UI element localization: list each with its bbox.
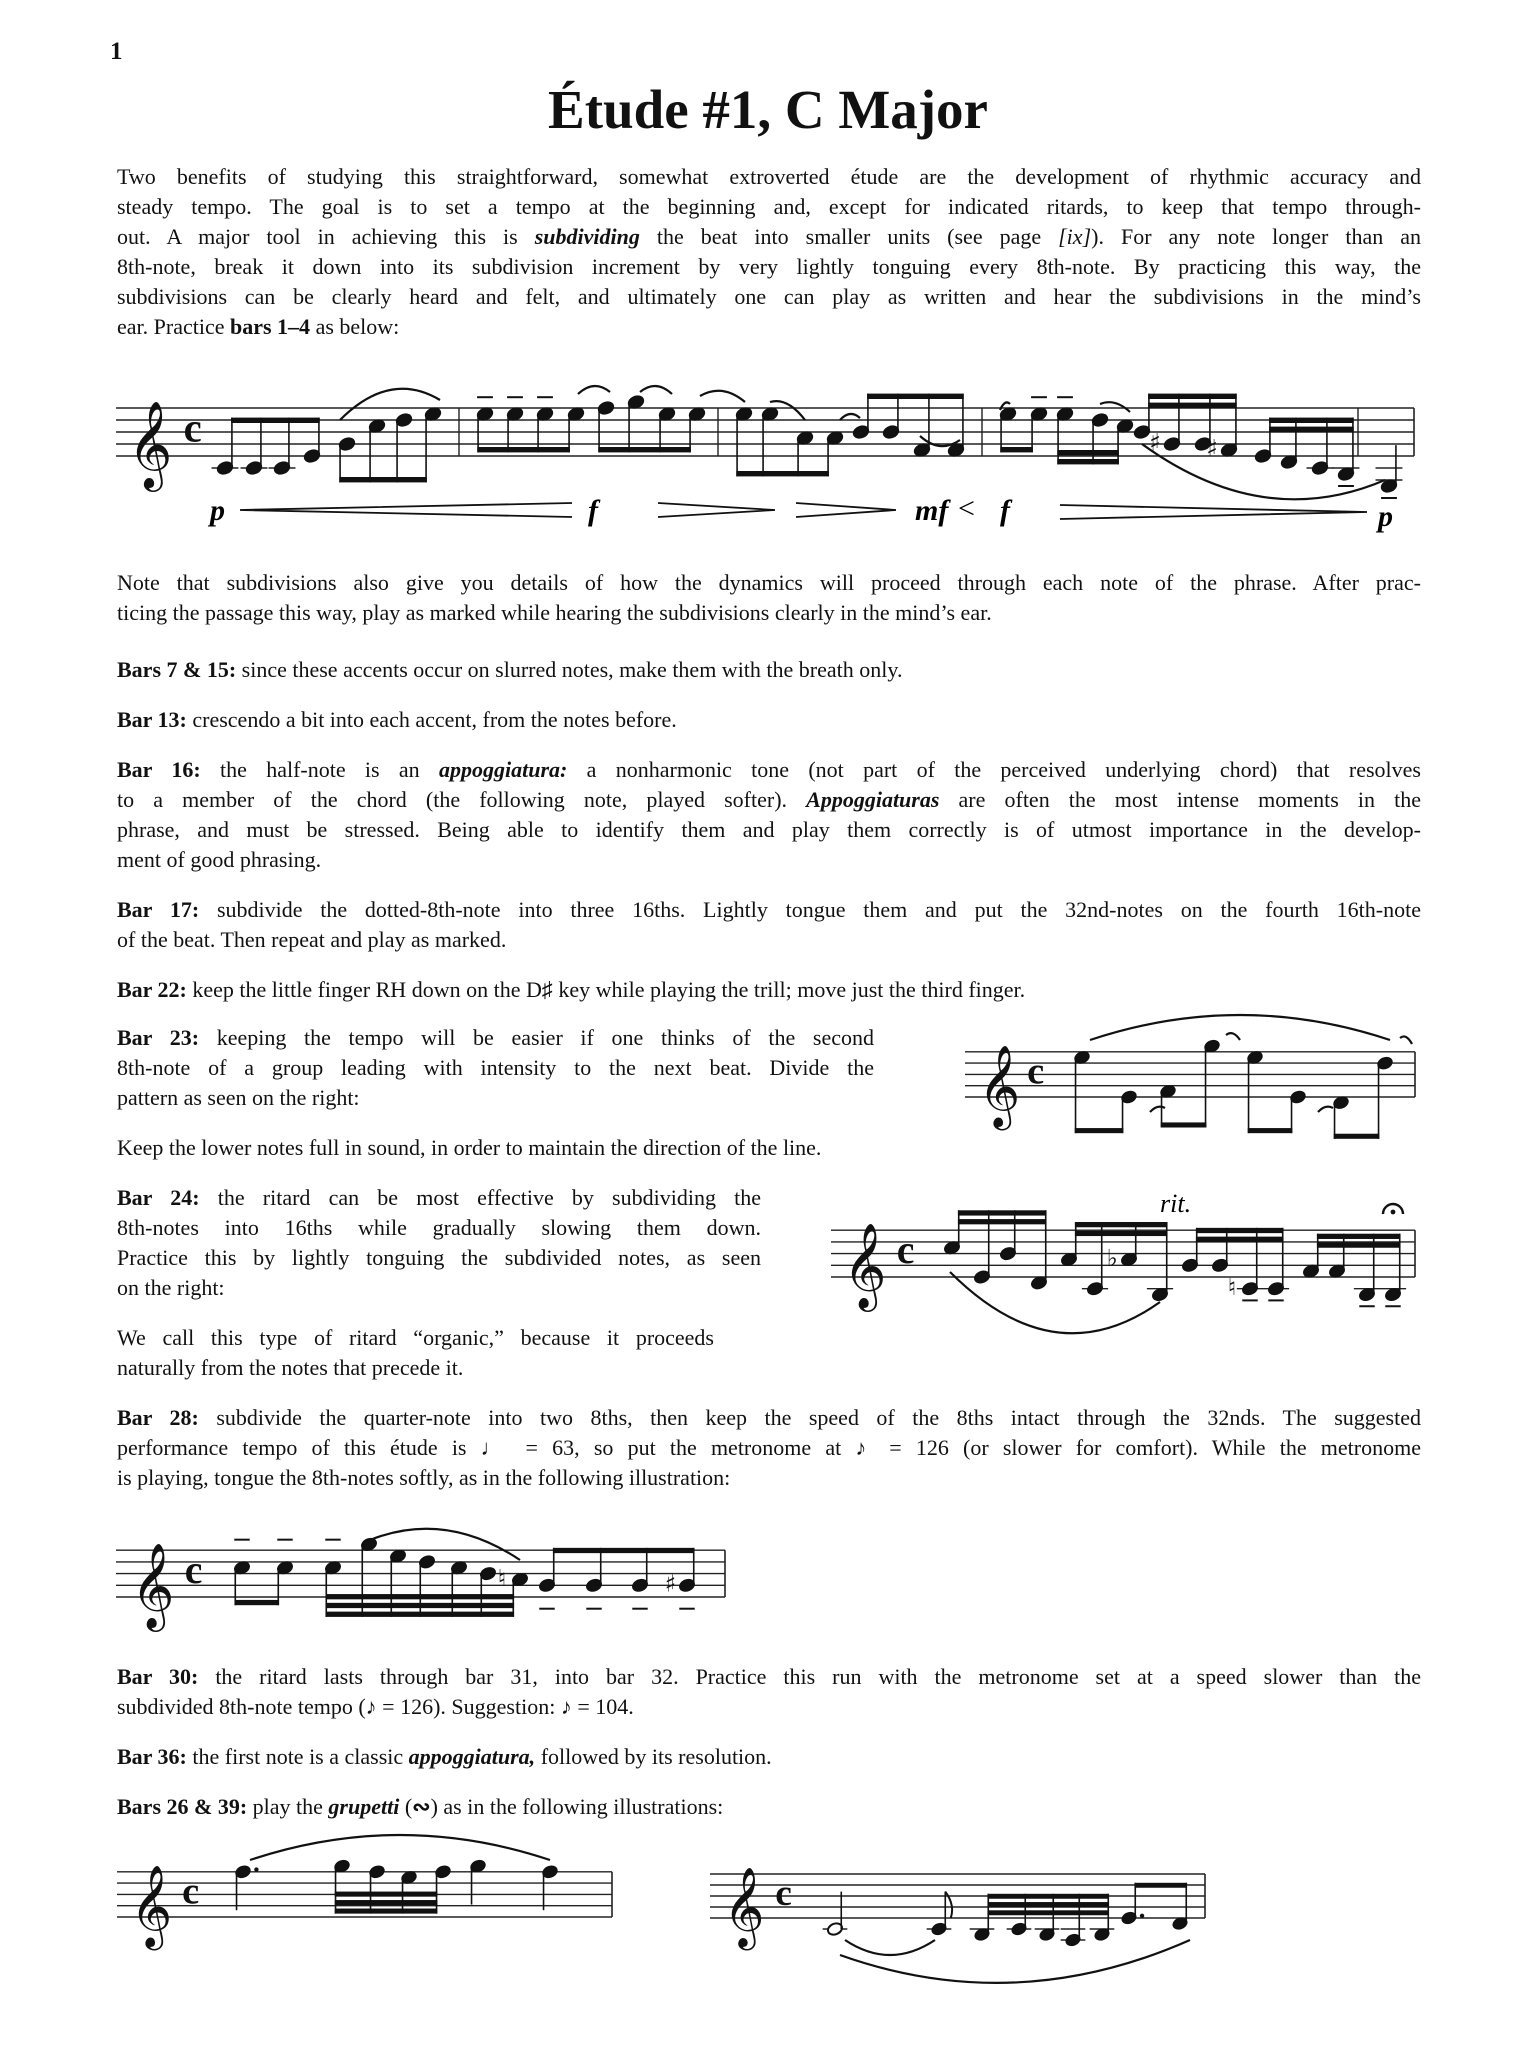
text-run: pattern as seen on the right: [117, 1085, 360, 1110]
sharp-icon: ♯ [1149, 428, 1161, 457]
page-number: 1 [110, 38, 123, 65]
dot [254, 1867, 258, 1871]
treble-clef-icon: 𝄞 [842, 1223, 887, 1309]
staff-grupetto-2 [710, 1868, 1205, 1983]
beam [231, 418, 320, 423]
slur [1150, 1107, 1165, 1112]
crescendo-sign: < [958, 492, 975, 525]
beam [1057, 450, 1119, 455]
emphasis-text: [ix] [1058, 224, 1092, 249]
text-run: since these accents occur on slurred notes, make them with the breath only. [236, 657, 903, 682]
text-run: to a member of the chord (the following note, played softer). [117, 787, 807, 812]
common-time-icon: c [775, 1872, 792, 1914]
fermata-dot [1391, 1210, 1396, 1215]
staff-bar-24 [831, 1204, 1415, 1333]
emphasis-text: appoggiatura: [438, 757, 568, 782]
page-title: Étude #1, C Major [548, 79, 988, 140]
crescendo-hairpin [240, 503, 572, 517]
text-run: ear. Practice [117, 314, 230, 339]
beam [958, 1219, 1047, 1224]
natural-icon: ♮ [1227, 1273, 1237, 1302]
ritardando-mark: rit. [1160, 1189, 1192, 1218]
beam [1161, 1122, 1207, 1127]
bold-label: Bar 28: [117, 1405, 199, 1430]
slur [1400, 1036, 1412, 1044]
text-run: ). For any note longer than an [1091, 224, 1422, 249]
dot [1140, 1914, 1144, 1918]
dynamic-mezzo-forte: mf [915, 494, 949, 527]
bold-label: Bar 17: [117, 897, 200, 922]
bold-label: Bar 24: [117, 1185, 200, 1210]
bold-label: Bar 22: [117, 977, 187, 1002]
text-run: as below: [310, 314, 400, 339]
beam [1317, 1234, 1401, 1239]
text-run: ( [399, 1794, 413, 1819]
text-run: naturally from the notes that precede it. [117, 1355, 464, 1380]
text-run: on the right: [117, 1275, 225, 1300]
common-time-icon: c [184, 1547, 203, 1592]
text-run: subdivisions can be clearly heard and felt, and ultimately one can play as written and hear the subdivisions in the mind’s [117, 284, 1421, 309]
staff-bar-23 [965, 1015, 1415, 1139]
text-run: Practice this by lightly tonguing the subdivided notes, as seen [117, 1245, 761, 1270]
text-run: steady tempo. The goal is to set a tempo at the beginning and, except for indicated ritards, to keep that tempo through- [117, 194, 1421, 219]
beam [339, 477, 427, 482]
bold-label: Bars 26 & 39: [117, 1794, 248, 1819]
text-run: is playing, tongue the 8th-notes softly, as in the following illustration: [117, 1465, 731, 1490]
bold-label: Bar 36: [117, 1744, 187, 1769]
text-run: phrase, and must be stressed. Being able to identify them and play them correctly is of utmost importance in the develop- [117, 817, 1421, 842]
text-run: keeping the tempo will be easier if one thinks of the second [199, 1025, 874, 1050]
sharp-icon: ♯ [664, 1569, 677, 1598]
beam [987, 1910, 1109, 1915]
text-run: play the [247, 1794, 329, 1819]
beam [1057, 459, 1119, 464]
flat-icon: ♭ [1106, 1243, 1118, 1272]
beam [1196, 1237, 1284, 1242]
slur [640, 386, 672, 394]
bold-label: Bars 7 & 15: [117, 657, 237, 682]
beam [335, 1909, 438, 1914]
beam [1075, 1222, 1168, 1227]
beam [234, 1600, 279, 1605]
beam [958, 1210, 1047, 1215]
diminuendo-hairpin [796, 503, 896, 517]
beam [1334, 1134, 1380, 1139]
sharp-icon: ♯ [1206, 434, 1218, 463]
emphasis-text: Appoggiaturas [806, 787, 940, 812]
emphasis-text: grupetti [328, 1794, 400, 1819]
text-run: followed by its resolution. [535, 1744, 772, 1769]
staff-bar-28 [116, 1529, 725, 1633]
beam [867, 394, 964, 399]
beam [1269, 427, 1354, 432]
text-run: a nonharmonic tone (not part of the perceived underlying chord) that resolves [567, 757, 1421, 782]
dynamic-piano: p [210, 494, 225, 527]
beam [1075, 1128, 1124, 1133]
bold-label: Bar 23: [117, 1025, 200, 1050]
bold-label: Bar 16: [117, 757, 201, 782]
treble-clef-icon: 𝄞 [978, 1043, 1021, 1127]
dynamic-forte-2: f [1000, 494, 1010, 527]
treble-clef-icon: 𝄞 [723, 1867, 765, 1948]
slur [840, 414, 860, 420]
text-run: Note that subdivisions also give you details of how the dynamics will proceed through each note of the phrase. After prac- [117, 570, 1421, 595]
beam [335, 1900, 438, 1905]
dynamic-piano-2: p [1378, 500, 1393, 533]
beam [1317, 1242, 1401, 1247]
beam [1148, 394, 1237, 399]
slur [700, 391, 745, 402]
bold-label: Bar 30: [117, 1664, 199, 1689]
common-time-icon: c [1027, 1050, 1045, 1093]
common-time-icon: c [896, 1227, 915, 1272]
beam [1148, 403, 1237, 408]
text-run: the beat into smaller units (see page [639, 224, 1059, 249]
text-run: crescendo a bit into each accent, from the notes before. [186, 707, 677, 732]
treble-clef-icon: 𝄞 [130, 1543, 175, 1629]
slur [845, 1940, 935, 1955]
text-run: We call this type of ritard “organic,” because it proceeds [117, 1325, 714, 1350]
slur [1090, 1015, 1390, 1040]
text-run: Two benefits of studying this straightforward, somewhat extroverted étude are the development of rhythmic accuracy and [117, 164, 1421, 189]
beam [598, 447, 691, 452]
emphasis-text: appoggiatura, [408, 1744, 536, 1769]
slur [250, 1835, 550, 1860]
staff-grupetto-1 [117, 1835, 612, 1951]
text-run: subdivide the dotted-8th-note into three 16ths. Lightly tongue them and put the 32nd-notes on the fourth 16th-note [199, 897, 1421, 922]
beam [1196, 1228, 1284, 1233]
text-run: 8th-note of a group leading with intensity to the next beat. Divide the [117, 1055, 874, 1080]
common-time-icon: c [182, 1870, 200, 1913]
beam [736, 471, 829, 476]
bold-label: Bar 13: [117, 707, 187, 732]
treble-clef-icon: 𝄞 [127, 399, 173, 488]
treble-clef-icon: 𝄞 [130, 1863, 173, 1947]
diminuendo-hairpin [1060, 505, 1367, 519]
beam [553, 1548, 695, 1553]
beam [1248, 1128, 1293, 1133]
diminuendo-hairpin [658, 503, 775, 517]
dynamic-forte: f [588, 494, 598, 527]
text-run: 8th-note, break it down into its subdivision increment by very lightly tonguing every 8th-note. By practicing this way, the [117, 254, 1421, 279]
text-run: out. A major tool in achieving this is [117, 224, 535, 249]
text-run: keep the little finger RH down on the D♯ key while playing the trill; move just the third finger. [186, 977, 1026, 1002]
text-run: the ritard can be most effective by subdividing the [199, 1185, 761, 1210]
text-run: subdivided 8th-note tempo (♪ = 126). Suggestion: ♪ = 104. [117, 1694, 634, 1719]
text-run: ment of good phrasing. [117, 847, 322, 872]
emphasis-text: subdividing [534, 224, 640, 249]
text-run: the first note is a classic [186, 1744, 409, 1769]
text-run: Keep the lower notes full in sound, in order to maintain the direction of the line. [117, 1135, 822, 1160]
bold-label: bars 1–4 [230, 314, 311, 339]
beam [1134, 1883, 1187, 1888]
beam [987, 1894, 1109, 1899]
text-run: ticing the passage this way, play as marked while hearing the subdivisions clearly in the mind’s ear. [117, 600, 992, 625]
text-run: performance tempo of this étude is ♩ = 63, so put the metronome at ♪ = 126 (or slower for comfort). While the metronome [117, 1435, 1421, 1460]
text-run: of the beat. Then repeat and play as marked. [117, 927, 507, 952]
beam [477, 447, 570, 452]
text-run: the half-note is an [200, 757, 439, 782]
slur [1318, 1107, 1333, 1112]
beam [1000, 447, 1033, 452]
beam [987, 1902, 1109, 1907]
text-run: ) as in the following illustrations: [430, 1794, 724, 1819]
natural-icon: ♮ [497, 1563, 507, 1592]
text-run: the ritard lasts through bar 31, into bar 32. Practice this run with the metronome set at a speed slower than the [198, 1664, 1421, 1689]
beam [1075, 1231, 1168, 1236]
beam [1269, 418, 1354, 423]
slur [1100, 402, 1130, 412]
beam [335, 1892, 438, 1897]
text-run: subdivide the quarter-note into two 8ths, then keep the speed of the 8ths intact through the 32nds. The suggested [198, 1405, 1421, 1430]
common-time-icon: c [183, 405, 202, 451]
slur [840, 1940, 1190, 1983]
slur [578, 386, 610, 394]
text-run: are often the most intense moments in the [939, 787, 1421, 812]
staff-bars-1-4 [116, 386, 1414, 519]
text-run: 8th-notes into 16ths while gradually slowing them down. [117, 1215, 761, 1240]
bold-label: ∾ [412, 1794, 431, 1819]
slur [1226, 1033, 1240, 1040]
